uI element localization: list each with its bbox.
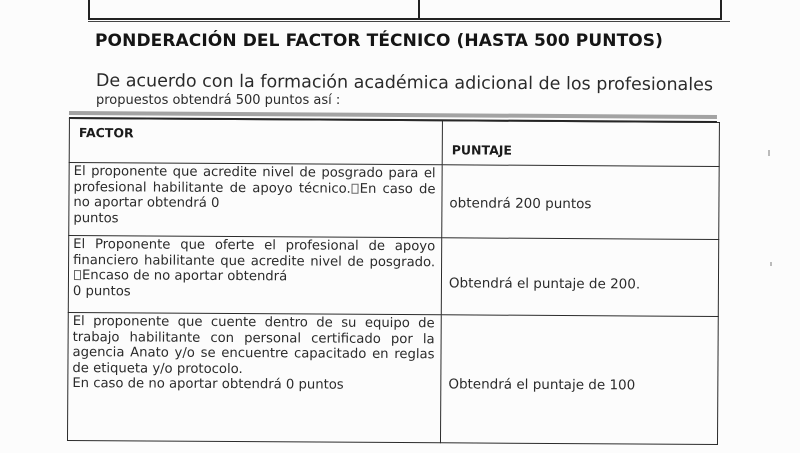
missing-glyph-box bbox=[74, 270, 81, 280]
factor-description bbox=[69, 163, 441, 228]
header-puntaje-label: PUNTAJE bbox=[451, 142, 513, 158]
factor-main-text: El proponente que acredite nivel de posgrado para el profesional habilitante de apoyo técnico. bbox=[73, 164, 436, 197]
puntaje-cell bbox=[441, 238, 718, 317]
intro-text-line-1: De acuerdo con la formación académica adicional de los profesionales bbox=[95, 71, 714, 96]
factor-tail-text: puntos bbox=[73, 210, 119, 226]
puntaje-cell bbox=[442, 165, 719, 240]
factor-description bbox=[69, 236, 441, 301]
factor-grid bbox=[67, 118, 720, 445]
factor-rest-text: En caso de no aportar obtendrá 0 bbox=[73, 181, 436, 211]
table-row bbox=[67, 312, 718, 444]
factor-cell bbox=[69, 163, 442, 238]
factor-tail-text: En caso de no aportar obtendrá 0 puntos bbox=[72, 376, 344, 393]
header-factor-label: FACTOR bbox=[78, 125, 134, 141]
intro-text-line-2: propuestos obtendrá 500 puntos así : bbox=[96, 93, 341, 108]
puntaje-cell bbox=[440, 315, 718, 445]
section-heading: PONDERACIÓN DEL FACTOR TÉCNICO (HASTA 500 PUNTOS) bbox=[95, 31, 664, 51]
puntaje-value: Obtendrá el puntaje de 200. bbox=[448, 275, 641, 293]
previous-table-rule bbox=[88, 21, 730, 22]
table-row bbox=[69, 163, 719, 240]
previous-table-fragment bbox=[88, 0, 722, 20]
factor-tail-text: 0 puntos bbox=[72, 283, 131, 299]
puntaje-value: Obtendrá el puntaje de 100 bbox=[448, 376, 636, 394]
table-header-row bbox=[69, 119, 719, 167]
factor-main-text: El Proponente que oferte el profesional de apoyo financiero habilitante que acredite nivel de posgrado. bbox=[73, 237, 436, 270]
previous-table-divider bbox=[418, 0, 420, 18]
missing-glyph-box bbox=[352, 183, 359, 193]
header-cell-factor bbox=[69, 119, 442, 165]
scan-speck bbox=[768, 150, 770, 156]
factor-description bbox=[68, 313, 440, 394]
factor-cell bbox=[67, 312, 441, 442]
header-cell-puntaje bbox=[442, 121, 719, 167]
factor-main-text: El proponente que cuente dentro de su equipo de trabajo habilitante con personal certificado por la agencia Anato y/o se encuentre capacitado en reglas de etiqueta y/o protocolo. bbox=[72, 314, 435, 377]
factor-table bbox=[67, 111, 717, 446]
factor-cell bbox=[68, 236, 441, 315]
factor-rest-text: Encaso de no aportar obtendrá bbox=[81, 268, 288, 285]
scan-speck bbox=[770, 262, 772, 266]
table-row bbox=[68, 236, 718, 317]
puntaje-value: obtendrá 200 puntos bbox=[449, 195, 592, 213]
